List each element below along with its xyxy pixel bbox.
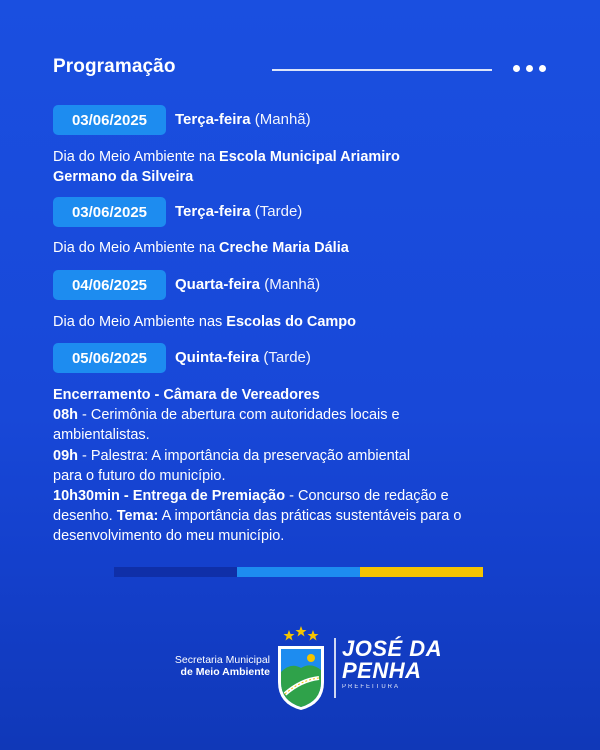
item-text: desenho.: [53, 508, 117, 525]
more-icon[interactable]: [513, 65, 546, 72]
date-badge: 03/06/2025: [53, 197, 166, 227]
item-theme-label: Tema:: [116, 508, 159, 525]
item-text: - Concurso de redação e: [285, 488, 449, 505]
closing-item-1: [53, 405, 533, 425]
item-time: 10h30min - Entrega de Premiação: [53, 488, 286, 505]
schedule-description-2: [53, 238, 533, 258]
color-divider: [0, 567, 600, 577]
date-badge: 04/06/2025: [53, 270, 166, 300]
closing-item-1-cont: [53, 425, 533, 445]
schedule-day-3: [53, 270, 553, 300]
header-rule: [272, 69, 492, 71]
weekday-name: Quinta-feira: [175, 349, 260, 366]
description-location: Creche Maria Dália: [219, 240, 349, 256]
closing-item-3: [53, 486, 533, 506]
closing-program: [53, 385, 533, 547]
closing-heading: [53, 385, 533, 405]
dot: [526, 65, 533, 72]
weekday-period: (Manhã): [264, 276, 321, 293]
municipal-crest-icon: [275, 622, 327, 712]
date-badge: 05/06/2025: [53, 343, 166, 373]
weekday-period: (Manhã): [254, 111, 311, 128]
weekday-label: [175, 349, 311, 366]
description-text: Dia do Meio Ambiente na: [53, 149, 220, 165]
item-text: ambientalistas.: [53, 427, 150, 444]
closing-item-2-cont: [53, 466, 533, 486]
schedule-day-1: [53, 105, 553, 135]
schedule-day-2: [53, 197, 553, 227]
item-text: - Palestra: A importância da preservação ambiental: [78, 447, 411, 464]
secretaria-line-1: Secretaria Municipal: [174, 654, 270, 666]
divider-segment-yellow: [360, 567, 483, 577]
closing-item-3-cont: [53, 506, 533, 526]
item-time: 08h: [53, 407, 78, 424]
schedule-day-4: [53, 343, 553, 373]
weekday-name: Quarta-feira: [175, 276, 261, 293]
page-title: Programação: [53, 56, 176, 77]
item-time: 09h: [53, 447, 78, 464]
weekday-period: (Tarde): [254, 203, 303, 220]
divider-segment-light: [237, 567, 360, 577]
weekday-name: Terça-feira: [175, 203, 251, 220]
weekday-period: (Tarde): [263, 349, 311, 366]
item-text: desenvolvimento do meu município.: [53, 528, 285, 545]
description-text: Dia do Meio Ambiente nas: [53, 314, 227, 330]
schedule-description-1: [53, 147, 453, 187]
description-location: Escola Municipal Ariamiro Germano da Silveira: [53, 149, 400, 185]
brand-logo: [342, 638, 442, 690]
description-text: Dia do Meio Ambiente na: [53, 240, 220, 256]
secretaria-label: [120, 654, 270, 678]
weekday-label: [175, 203, 302, 220]
weekday-label: [175, 111, 311, 128]
item-text: para o futuro do município.: [53, 467, 226, 484]
closing-item-3-cont2: [53, 526, 533, 546]
weekday-name: Terça-feira: [175, 111, 251, 128]
divider-segment-dark: [114, 567, 237, 577]
footer: [0, 610, 600, 720]
description-location: Escolas do Campo: [226, 314, 357, 330]
weekday-label: [175, 276, 320, 293]
item-text: A importância das práticas sustentáveis para o: [158, 508, 462, 525]
brand-line-1: JOSÉ DA: [342, 636, 443, 661]
header: [53, 56, 553, 86]
closing-item-2: [53, 446, 533, 466]
item-text: - Cerimônia de abertura com autoridades locais e: [78, 407, 400, 424]
footer-separator: [334, 638, 336, 698]
dot: [513, 65, 520, 72]
schedule-description-3: [53, 312, 533, 332]
secretaria-line-2: de Meio Ambiente: [180, 666, 270, 678]
closing-heading-text: Encerramento - Câmara de Vereadores: [53, 387, 320, 403]
date-badge: 03/06/2025: [53, 105, 166, 135]
dot: [539, 65, 546, 72]
brand-line-2: PENHA: [342, 658, 422, 683]
brand-line-3: PREFEITURA: [342, 684, 401, 690]
